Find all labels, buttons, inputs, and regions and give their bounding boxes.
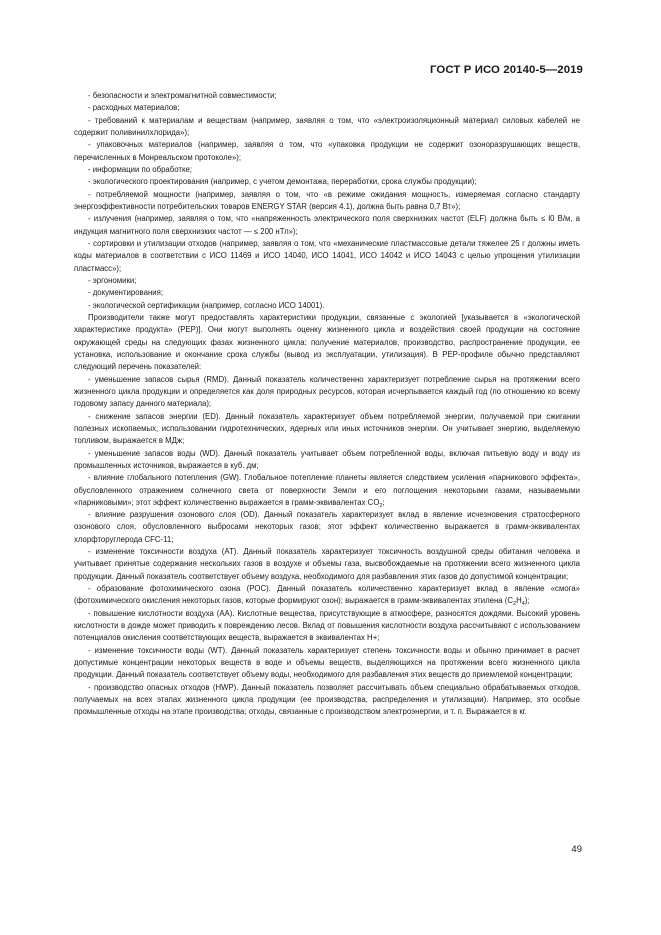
list-item <box>74 115 580 140</box>
paragraph-text: - документирования; <box>88 288 163 298</box>
paragraph-text: ; <box>382 497 385 507</box>
list-item <box>74 164 580 176</box>
list-item <box>74 300 580 312</box>
paragraph-text: - потребляемой мощности (например, заявляя о том, что «в режиме ожидания мощность, измеряемая согласно стандарту энергоэффективности потребительских товаров ENERGY STAR (версия 4.1), должна быть равна 0,7 Вт»); <box>74 189 580 211</box>
list-item <box>74 546 580 583</box>
list-item <box>74 411 580 448</box>
paragraph-text: - уменьшение запасов воды (WD). Данный показатель учитывает объем потребленной воды, включая питьевую воду и воду из промышленных источников, выражается в куб. дм; <box>74 448 580 470</box>
subscript: 4 <box>521 601 525 608</box>
list-item <box>74 287 580 299</box>
paragraph-text: - влияние разрушения озонового слоя (OD). Данный показатель характеризует вклад в явление исчезновения стратосферного озонового слоя, обусловленного выбросами некоторых газов; этот эффект количественно выражается в грамм-эквивалентах хлорфторуглерода CFC-11; <box>74 510 580 544</box>
document-body <box>74 90 580 719</box>
paragraph-text: - снижение запасов энергии (ED). Данный показатель характеризует объем потребляемой энергии, получаемой при сжигании полезных ископаемых, использовании гидротехнических, ядерных или иных источников энергии. Он учитывает энергию, выделяемую топливом, выражается в МДж; <box>74 411 580 446</box>
paragraph-text: - сортировки и утилизации отходов (например, заявляя о том, что «механические пластмассовые детали тяжелее 25 г должны иметь коды материалов в соответствии с ИСО 11469 и ИСО 14040, ИСО 14041, ИСО 14042 и ИСО 14043 с целью упрощения утилизации пластмасс»); <box>74 238 580 273</box>
subscript: 2 <box>513 601 517 608</box>
list-item <box>74 176 580 188</box>
list-item <box>74 608 580 645</box>
page-number: 49 <box>571 844 582 855</box>
paragraph-text: - изменение токсичности воздуха (AT). Данный показатель характеризует токсичность воздушной среды обитания человека и учитывает принятые содержания нескольких газов в воздухе и объемы газа, высвобождаемые на протяжении всего жизненного цикла продукции. Данный показатель соответствует объему воздуха, необходимого для разбавления этих газов до допустимой концентрации; <box>74 547 580 581</box>
paragraph-text: Производители также могут предоставлять характеристики продукции, связанные с экологией [указывается в «экологической характеристике продукта» (PEP)]. Они могут выполнять оценку жизненного цикла и воздействия своей продукции на состояние окружающей среды на следующих фазах жизненного цикла: получение материалов, производство, распространение продукции, ее установка, использование и окончание срока службы (вывод из эксплуатации, утилизация). В PEP-профиле обычно представляют следующий перечень показателей: <box>74 312 580 372</box>
list-item <box>74 238 580 275</box>
list-item <box>74 509 580 546</box>
paragraph-text: - требований к материалам и веществам (например, заявляя о том, что «электроизоляционный материал силовых кабелей не содержит поливинилхлорида»); <box>74 115 580 137</box>
subscript: 2 <box>379 502 383 509</box>
list-item <box>74 374 580 411</box>
list-item <box>74 682 580 719</box>
document-header: ГОСТ Р ИСО 20140-5—2019 <box>430 64 583 76</box>
paragraph-text: - экологического проектирования (например, с учетом демонтажа, переработки, срока службы продукции); <box>88 177 477 187</box>
paragraph-text: - образование фотохимического озона (POC). Данный показатель количественно характеризует вклад в явление «смога» (фотохимического окисления некоторых газов, которые формируют озон); выражается в грамм-эквивалентах этилена (C <box>74 584 580 606</box>
paragraph-text: - экологической сертификации (например, согласно ИСО 14001). <box>88 300 325 310</box>
list-item <box>74 213 580 238</box>
list-item <box>74 472 580 509</box>
paragraph-text: - информации по обработке; <box>88 164 192 174</box>
list-item <box>74 90 580 102</box>
paragraph-text: - эргономики; <box>88 275 137 285</box>
paragraph-text: - упаковочных материалов (например, заявляя о том, что «упаковка продукции не содержит озоноразрушающих веществ, перечисленных в Монреальском протоколе»); <box>74 140 580 162</box>
list-item <box>74 583 580 608</box>
list-item <box>74 102 580 114</box>
paragraph-text: - уменьшение запасов сырья (RMD). Данный показатель количественно характеризует потребление сырья на протяжении всего жизненного цикла продукции и определяется как доля природных ресурсов, которая исчерпывается каждый год (по отношению ко всему годовому запасу данного материала); <box>74 374 580 409</box>
list-item <box>74 645 580 682</box>
list-item <box>74 448 580 473</box>
list-item <box>74 189 580 214</box>
paragraph-text: - расходных материалов; <box>88 103 180 113</box>
list-item <box>74 139 580 164</box>
paragraph-text: ); <box>524 596 530 606</box>
paragraph-text: - изменение токсичности воды (WT). Данный показатель характеризует степень токсичности воды и обычно принимает в расчет допустимые концентрации некоторых веществ в воде и объемы веществ, выделяющихся на протяжении всего жизненного цикла продукции. Данный показатель соответствует объему воды, необходимого для разбавления этих веществ до приемлемой концентрации; <box>74 645 580 680</box>
paragraph-text: - безопасности и электромагнитной совместимости; <box>88 91 277 100</box>
paragraph-text: - производство опасных отходов (HWP). Данный показатель позволяет рассчитывать объем специально обрабатываемых отходов, получаемых на всех этапах жизненного цикла продукции (ее производства, распределения и утилизации). Например, это особые промышленные отходы на этапе производства; отходы, связанные с производством электроэнергии, и т. п. Выражается в кг. <box>74 682 580 717</box>
list-item <box>74 275 580 287</box>
paragraph-text: - повышение кислотности воздуха (AA). Кислотные вещества, присутствующие в атмосфере, разносятся дождями. Высокий уровень кислотности в дожде может приводить к повреждению лесов. Вклад от повышения кислотности воздуха рассчитывают с использованием потенциалов окисления соответствующих веществ, выражается в эквивалентах H+; <box>74 608 580 643</box>
paragraph <box>74 312 580 374</box>
paragraph-text: H <box>516 596 522 606</box>
paragraph-text: - излучения (например, заявляя о том, что «напряженность электрического поля сверхнизких частот (ELF) должна быть ≤ l0 В/м, а индукция магнитного поля сверхнизких частот — ≤ 200 нТл»); <box>74 214 580 236</box>
paragraph-text: - влияние глобального потепления (GW). Глобальное потепление планеты является следствием усиления «парникового эффекта», обусловленного отражением солнечного света от поверхности Земли и его поглощения некоторыми газами, называемыми «парниковыми»; этот эффект количественно выражается в грамм-эквивалентах CO <box>74 473 580 507</box>
